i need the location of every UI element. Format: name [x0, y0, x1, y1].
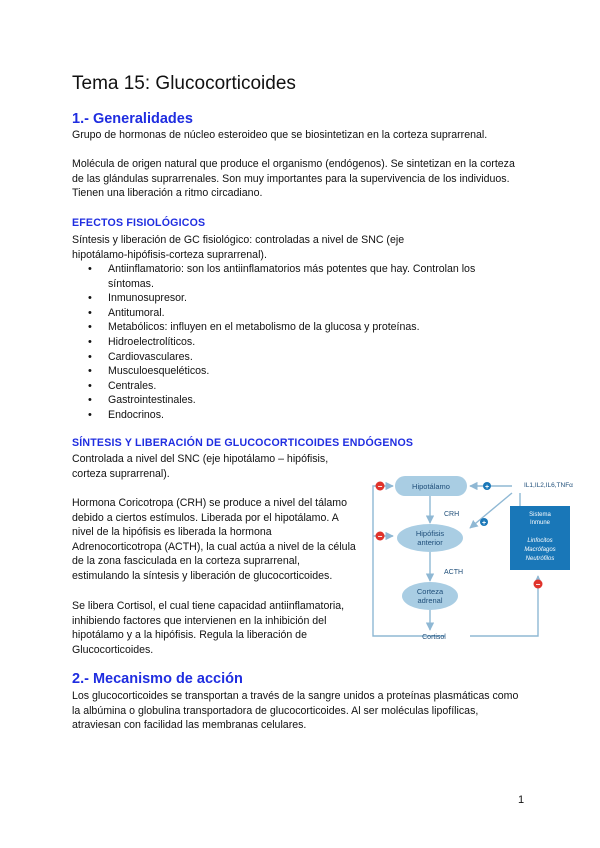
positive-marker-sign: + [481, 520, 487, 527]
cortisol-label: Cortisol [422, 634, 446, 641]
list-item: • Centrales. [88, 379, 508, 394]
list-item: • Antitumoral. [88, 306, 508, 321]
paragraph-sintesis-2: Hormona Coricotropa (CRH) se produce a nivel del tálamo debido a ciertos estímulos. Liberada por el hipotálamo. A nivel de la hipófisis es liberada la hormona Adrenocorticotropa (ACTH), la cual actúa a nivel de la célula de la zona fasciculada en la corteza suprarrenal, estimulando la síntesis y liberación de glucocorticoides. [72, 497, 356, 582]
immune-label-4: Macrófagos [524, 547, 556, 553]
list-item: • Musculoesqueléticos. [88, 364, 508, 379]
negative-marker-sign: − [377, 532, 383, 541]
page-number: 1 [518, 794, 525, 806]
section-heading-mecanismo: 2.- Mecanismo de acción [72, 671, 243, 687]
paragraph-generalidades-2: Molécula de origen natural que produce el organismo (endógenos). Se sintetizan en la corteza de las glándulas suprarrenales. Son muy importantes para la supervivencia de los individuos. Tienen una liberación a ritmo circadiano. [72, 158, 515, 200]
cortisol-to-immune-line [470, 576, 538, 636]
immune-label-1: Sistema [529, 512, 551, 518]
immune-label-2: Inmune [529, 520, 551, 526]
paragraph-sintesis-3: Se libera Cortisol, el cual tiene capacidad antiinflamatoria, inhibiendo factores que intervienen en la inhibición del hipotálamo y a la hipófisis. Regula la liberación de Glucocorticoides. [72, 600, 345, 656]
hipofisis-label-2: anterior [417, 538, 443, 547]
subheading-sintesis: SÍNTESIS Y LIBERACIÓN DE GLUCOCORTICOIDES ENDÓGENOS [72, 437, 414, 449]
hipotalamo-label: Hipotálamo [412, 482, 450, 491]
immune-label-3: Linfocitos [527, 538, 553, 544]
corteza-label-1: Corteza [416, 587, 444, 596]
immune-label-5: Neutrófilos [525, 556, 555, 562]
negative-marker-sign: − [535, 580, 541, 589]
section-heading-generalidades: 1.- Generalidades [72, 111, 193, 127]
cytokines-label: IL1,IL2,IL6,TNFα [524, 482, 573, 489]
list-item: • Antiinflamatorio: son los antiinflamatorios más potentes que hay. Controlan los síntomas. [88, 262, 508, 291]
list-item: • Endocrinos. [88, 408, 508, 423]
paragraph-sintesis-1: Controlada a nivel del SNC (eje hipotálamo – hipófisis, corteza suprarrenal). [72, 453, 329, 480]
acth-label: ACTH [444, 569, 464, 576]
positive-marker-sign: + [484, 484, 490, 491]
efectos-list [88, 262, 508, 423]
paragraph-mecanismo: Los glucocorticoides se transportan a través de la sangre unidos a proteínas plasmáticas como la albúmina o globulina transportadora de glucocorticoides. Al ser moléculas lipofílicas, atraviesan con facilidad las membranas celulares. [72, 690, 519, 732]
list-item: • Cardiovasculares. [88, 350, 508, 365]
corteza-label-2: adrenal [417, 596, 443, 605]
hpa-axis-diagram [360, 468, 592, 646]
hipofisis-label-1: Hipófisis [415, 529, 445, 538]
list-item: • Metabólicos: influyen en el metabolismo de la glucosa y proteínas. [88, 320, 508, 335]
crh-label: CRH [444, 511, 460, 518]
negative-marker-sign: − [377, 482, 383, 491]
list-item: • Inmunosupresor. [88, 291, 508, 306]
paragraph-efectos-intro: Síntesis y liberación de GC fisiológico: controladas a nivel de SNC (eje hipotálamo-hipófisis-corteza suprarrenal). [72, 234, 405, 261]
paragraph-generalidades-1: Grupo de hormonas de núcleo esteroideo que se biosintetizan en la corteza suprarrenal. [72, 129, 488, 141]
list-item: • Gastrointestinales. [88, 393, 508, 408]
list-item: • Hidroelectrolíticos. [88, 335, 508, 350]
cytokine-to-hipofisis-line [470, 493, 512, 528]
page-title: Tema 15: Glucocorticoides [72, 73, 296, 94]
subheading-efectos: EFECTOS FISIOLÓGICOS [72, 217, 206, 229]
feedback-line-hipotalamo [373, 486, 445, 636]
